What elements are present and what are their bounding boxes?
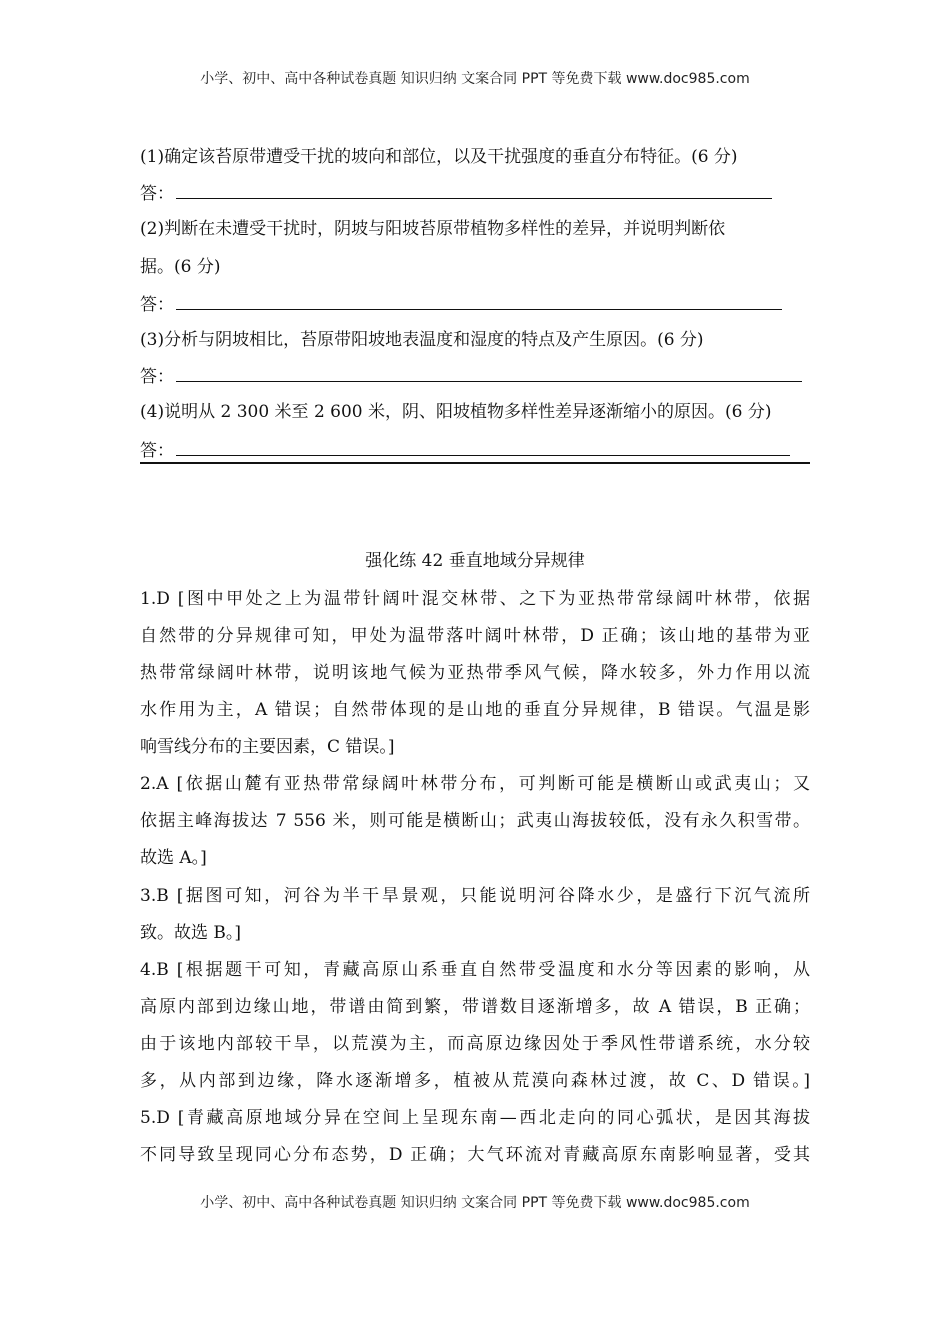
answer-2-line-3: 故选 A。] [140, 848, 207, 868]
section-title: 强化练 42 垂直地域分异规律 [365, 551, 585, 571]
answer-1-line-3: 热带常绿阔叶林带，说明该地气候为亚热带季风气候，降水较多，外力作用以流 [140, 663, 810, 683]
question-1-answer [140, 182, 772, 205]
question-1-line-1: (1)确定该苔原带遭受干扰的坡向和部位，以及干扰强度的垂直分布特征。(6 分) [140, 147, 738, 167]
answer-label: 答： [140, 367, 174, 387]
answer-4-line-4: 多，从内部到边缘，降水逐渐增多，植被从荒漠向森林过渡，故 C、D 错误。] [140, 1071, 810, 1091]
answer-5-line-1: 5.D [青藏高原地域分异在空间上呈现东南—西北走向的同心弧状，是因其海拔 [140, 1108, 810, 1128]
answer-5-line-2: 不同导致呈现同心分布态势，D 正确；大气环流对青藏高原东南影响显著，受其 [140, 1145, 810, 1165]
question-2-line-1: (2)判断在未遭受干扰时，阴坡与阳坡苔原带植物多样性的差异，并说明判断依 [140, 219, 726, 239]
answer-2-line-1: 2.A [依据山麓有亚热带常绿阔叶林带分布，可判断可能是横断山或武夷山；又 [140, 774, 810, 794]
answer-blank [176, 365, 802, 382]
answer-blank [176, 293, 782, 310]
question-2-line-2: 据。(6 分) [140, 257, 221, 277]
answer-1-line-2: 自然带的分异规律可知，甲处为温带落叶阔叶林带，D 正确；该山地的基带为亚 [140, 626, 810, 646]
answer-label: 答： [140, 295, 174, 315]
page-footer: 小学、初中、高中各种试卷真题 知识归纳 文案合同 PPT 等免费下载 www.doc985.com [200, 1195, 750, 1211]
question-4-answer [140, 439, 790, 462]
answer-1-line-5: 响雪线分布的主要因素，C 错误。] [140, 737, 395, 757]
page-header: 小学、初中、高中各种试卷真题 知识归纳 文案合同 PPT 等免费下载 www.doc985.com [200, 71, 750, 87]
answer-1-line-1: 1.D [图中甲处之上为温带针阔叶混交林带、之下为亚热带常绿阔叶林带，依据 [140, 589, 810, 609]
answer-4-line-1: 4.B [根据题干可知，青藏高原山系垂直自然带受温度和水分等因素的影响，从 [140, 960, 810, 980]
question-4-line-1: (4)说明从 2 300 米至 2 600 米，阴、阳坡植物多样性差异逐渐缩小的原因。(6 分) [140, 402, 772, 422]
answer-blank [176, 439, 790, 456]
section-divider [140, 462, 810, 464]
question-3-line-1: (3)分析与阴坡相比，苔原带阳坡地表温度和湿度的特点及产生原因。(6 分) [140, 330, 704, 350]
answer-label: 答： [140, 441, 174, 461]
answer-4-line-3: 由于该地内部较干旱，以荒漠为主，而高原边缘因处于季风性带谱系统，水分较 [140, 1034, 810, 1054]
answer-3-line-1: 3.B [据图可知，河谷为半干旱景观，只能说明河谷降水少，是盛行下沉气流所 [140, 886, 810, 906]
question-3-answer [140, 365, 802, 388]
answer-2-line-2: 依据主峰海拔达 7 556 米，则可能是横断山；武夷山海拔较低，没有永久积雪带。 [140, 811, 810, 831]
answer-1-line-4: 水作用为主，A 错误；自然带体现的是山地的垂直分异规律，B 错误。气温是影 [140, 700, 810, 720]
answer-blank [176, 182, 772, 199]
question-2-answer [140, 293, 782, 316]
answer-4-line-2: 高原内部到边缘山地，带谱由简到繁，带谱数目逐渐增多，故 A 错误，B 正确； [140, 997, 810, 1017]
answer-3-line-2: 致。故选 B。] [140, 923, 242, 943]
answer-label: 答： [140, 184, 174, 204]
